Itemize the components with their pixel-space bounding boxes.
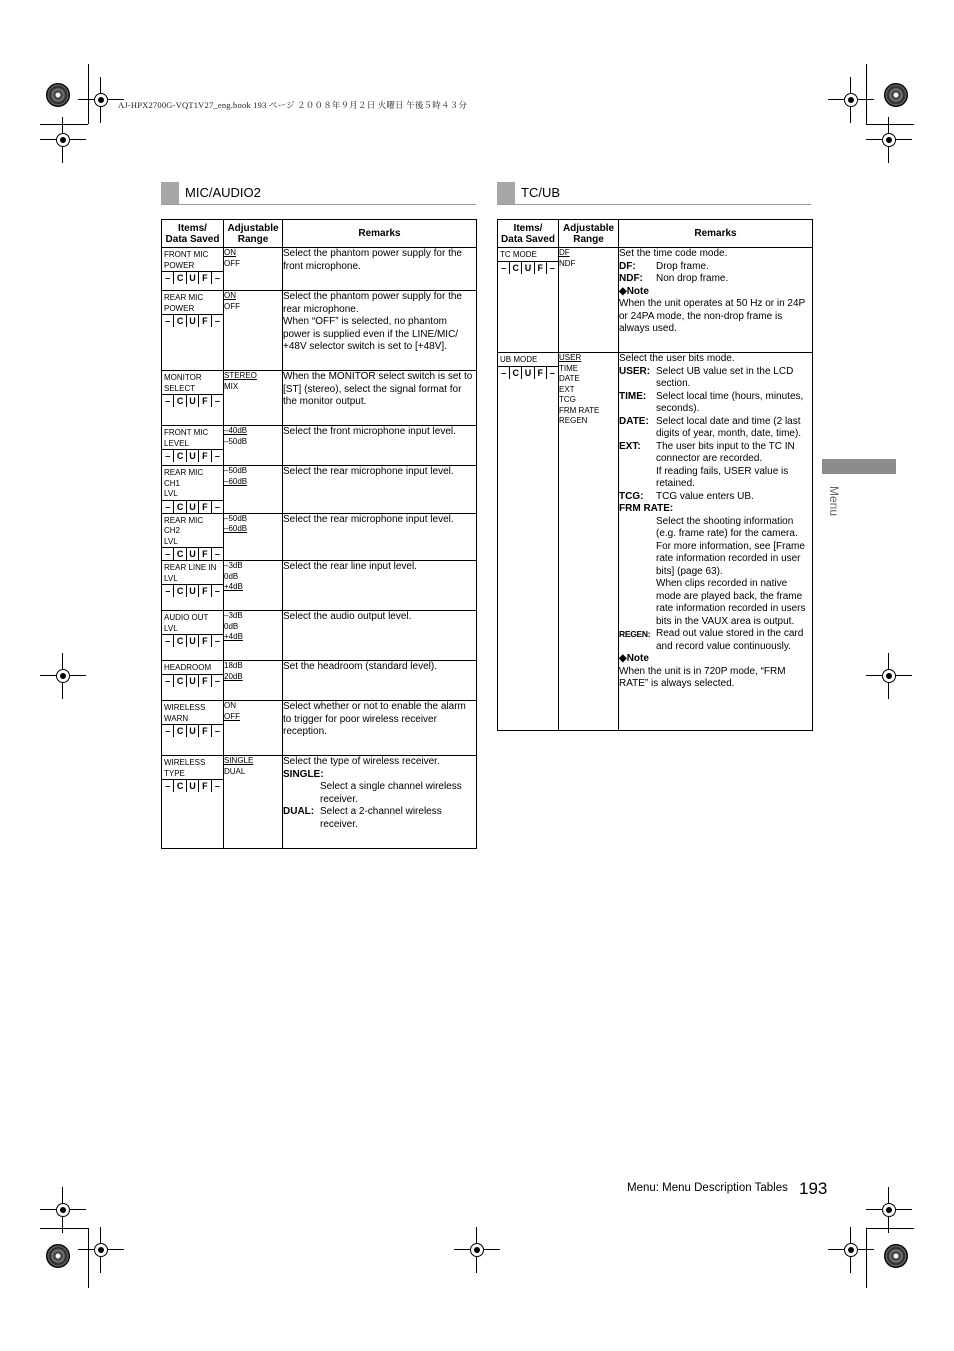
section-marker [497, 182, 515, 204]
table-row: REAR MIC POWER – C U F – ON OFF Select the phantom power supply for the rear microphone. When “OFF” is selected, no phantom power is supplied even if the LINE/MIC/ +48V selector switch is set to [+48V]. [162, 291, 477, 371]
cuf-flags: – C U F – [162, 674, 223, 687]
side-tab-label: Menu [827, 486, 841, 517]
col-header-items: Items/ Data Saved [162, 220, 224, 248]
cuf-flags: – C U F – [162, 779, 223, 792]
cuf-flags: – C U F – [162, 271, 223, 284]
registration-disc-icon [46, 1244, 70, 1268]
crosshair-icon [866, 653, 912, 699]
col-header-items: Items/ Data Saved [498, 220, 559, 248]
book-header-line: AJ-HPX2700G-VQT1V27_eng.book 193 ページ ２００８年９月２日 火曜日 午後５時４３分 [118, 100, 468, 110]
table-row: FRONT MIC LEVEL – C U F – –40dB –50dB Select the front microphone input level. [162, 426, 477, 466]
table-row: REAR MIC CH2 LVL – C U F – –50dB –60dB Select the rear microphone input level. [162, 513, 477, 561]
mic-audio2-table [161, 219, 477, 849]
table-row: FRONT MIC POWER – C U F – ON OFF Select the phantom power supply for the front microphone. [162, 248, 477, 291]
crosshair-icon [40, 653, 86, 699]
cuf-flags: – C U F – [162, 500, 223, 513]
crop-mark [40, 124, 88, 125]
crop-mark [88, 64, 89, 124]
table-row: MONITOR SELECT – C U F – STEREO MIX When the MONITOR select switch is set to [ST] (stereo), select the signal format for the monitor output. [162, 371, 477, 426]
crosshair-icon [78, 1227, 124, 1273]
registration-disc-icon [884, 83, 908, 107]
crop-mark [866, 1228, 914, 1229]
table-row: REAR LINE IN LVL – C U F – –3dB 0dB +4dB Select the rear line input level. [162, 561, 477, 611]
crosshair-icon [828, 1227, 874, 1273]
cuf-flags: – C U F – [162, 584, 223, 597]
cuf-flags: – C U F – [162, 547, 223, 560]
table-row: REAR MIC CH1 LVL – C U F – –50dB –60dB Select the rear microphone input level. [162, 466, 477, 514]
table-row: WIRELESS TYPE – C U F – SINGLE DUAL Select the type of wireless receiver. SINGLE: Select a single channel wireless receiver. DUAL: Select a 2-channel wireless receiver. [162, 756, 477, 849]
col-header-remarks: Remarks [619, 220, 813, 248]
cuf-flags: – C U F – [162, 314, 223, 327]
crop-mark [866, 124, 914, 125]
crop-mark [40, 1228, 88, 1229]
note-label: ◆Note [619, 285, 649, 297]
cuf-flags: – C U F – [498, 366, 558, 379]
note-label: ◆Note [619, 653, 649, 664]
side-tab-bar [822, 459, 896, 474]
footer-title: Menu: Menu Description Tables [627, 1182, 788, 1194]
table-row: WIRELESS WARN – C U F – ON OFF Select whether or not to enable the alarm to trigger for poor wireless receiver reception. [162, 701, 477, 756]
table-row: UB MODE – C U F – USER TIME DATE EXT TCG FRM RATE REGEN Select the user bits mode. USER: Select UB value set in the LCD section. TIME: Select local time (hours, minutes, seconds). DATE: Select local date and time (2 last digits of year, month, date, time). EXT: The user bits input to the TC IN connector are recorded. If reading fails, USER value is retained. TCG: TCG value enters UB. FRM RATE: Select the shooting information (e.g. frame rate) for the camera. For more information, see [Frame rate information recorded in user bits] (page 63). When clips recorded in native mode are played back, the frame rate information recorded in users bits in the VAUX area is output. REGEN: Read out value stored in the card and record value continuously. ◆Note When the unit is in 720P mode, “FRM RATE” is always selected. [498, 353, 813, 731]
tc-ub-table [497, 219, 813, 731]
cuf-flags: – C U F – [162, 449, 223, 462]
table-row: HEADROOM – C U F – 18dB 20dB Set the headroom (standard level). [162, 661, 477, 701]
cuf-flags: – C U F – [162, 394, 223, 407]
table-row: TC MODE – C U F – DF NDF Set the time code mode. DF: Drop frame. NDF: Non drop frame. ◆Note When the unit operates at 50 Hz or in 24P or 24PA mode, the non-drop frame is always used. [498, 248, 813, 353]
page-number: 193 [799, 1179, 828, 1198]
crop-mark [866, 64, 867, 124]
crop-mark [88, 1228, 89, 1288]
crosshair-icon [454, 1227, 500, 1273]
section-marker [161, 182, 179, 204]
section-title-tc-ub: TC/UB [497, 182, 811, 205]
section-title-mic-audio2: MIC/AUDIO2 [161, 182, 476, 205]
registration-disc-icon [884, 1244, 908, 1268]
cuf-flags: – C U F – [162, 634, 223, 647]
col-header-range: Adjustable Range [559, 220, 619, 248]
registration-disc-icon [46, 83, 70, 107]
cuf-flags: – C U F – [162, 724, 223, 737]
col-header-remarks: Remarks [283, 220, 477, 248]
col-header-range: Adjustable Range [224, 220, 283, 248]
cuf-flags: – C U F – [498, 261, 558, 274]
table-row: AUDIO OUT LVL – C U F – –3dB 0dB +4dB Select the audio output level. [162, 611, 477, 661]
crop-mark [866, 1228, 867, 1288]
